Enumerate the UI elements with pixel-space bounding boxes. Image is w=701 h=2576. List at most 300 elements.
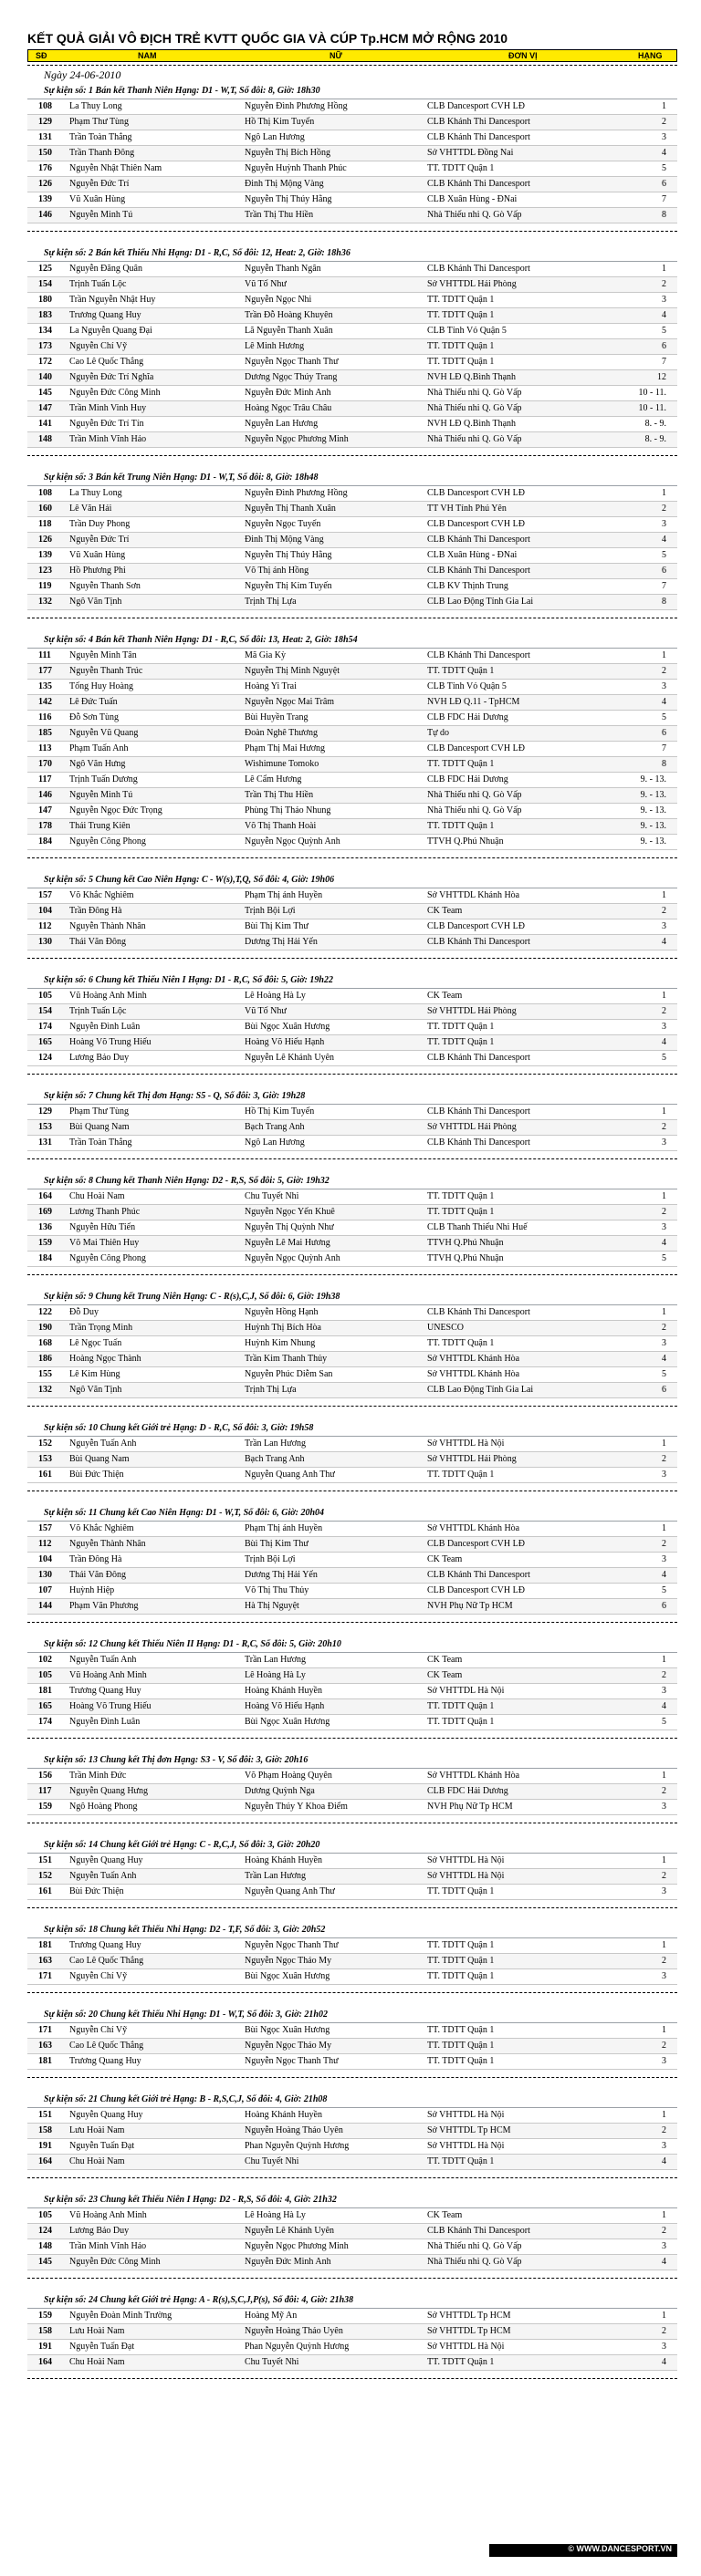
cell-rank: 6 xyxy=(662,1601,666,1611)
table-row xyxy=(27,2309,677,2324)
cell-female: Trần Lan Hương xyxy=(245,1655,307,1665)
cell-club: TT. TDTT Quận 1 xyxy=(427,1940,495,1950)
cell-club: TT. TDTT Quận 1 xyxy=(427,1022,495,1032)
cell-male: Nguyễn Đoàn Minh Trường xyxy=(69,2311,173,2321)
cell-sd: 104 xyxy=(38,1554,52,1564)
cell-female: Trần Lan Hương xyxy=(245,1871,307,1881)
cell-sd: 105 xyxy=(38,2210,52,2220)
cell-sd: 168 xyxy=(38,1338,52,1348)
cell-rank: 2 xyxy=(662,1006,666,1016)
event-section xyxy=(27,1091,677,1159)
cell-sd: 139 xyxy=(38,194,52,204)
table-row xyxy=(27,726,677,742)
cell-club: TTVH Q.Phú Nhuận xyxy=(427,836,504,847)
cell-male: Phạm Thư Tùng xyxy=(69,1106,130,1117)
cell-female: Đinh Thị Mộng Vàng xyxy=(245,535,324,545)
cell-club: Tự do xyxy=(427,728,450,738)
cell-sd: 181 xyxy=(38,1940,52,1950)
event-heading: Sự kiện số: 7 Chung kết Thị đơn Hạng: S5 - Q, Số đôi: 3, Giờ: 19h28 xyxy=(27,1091,677,1105)
cell-club: TT VH Tỉnh Phú Yên xyxy=(427,504,507,514)
cell-female: Nguyễn Đức Minh Anh xyxy=(245,2257,331,2267)
cell-sd: 102 xyxy=(38,1655,52,1665)
event-section xyxy=(27,2094,677,2178)
event-section xyxy=(27,1423,677,1491)
table-row xyxy=(27,2239,677,2255)
table-row xyxy=(27,2139,677,2155)
cell-club: Nhà Thiếu nhi Q. Gò Vấp xyxy=(427,388,522,398)
cell-rank: 1 xyxy=(662,2025,666,2035)
cell-club: Nhà Thiếu nhi Q. Gò Vấp xyxy=(427,2241,522,2251)
cell-rank: 4 xyxy=(662,535,666,545)
cell-male: Hoàng Võ Trung Hiếu xyxy=(69,1037,152,1047)
cell-club: CLB Tỉnh Vỏ Quận 5 xyxy=(427,326,507,336)
sections xyxy=(27,86,677,2395)
cell-rank: 4 xyxy=(662,1701,666,1711)
table-row xyxy=(27,664,677,680)
table-row xyxy=(27,293,677,308)
cell-male: Nguyễn Chí Vỹ xyxy=(69,2025,128,2035)
table-row xyxy=(27,773,677,788)
cell-sd: 105 xyxy=(38,1670,52,1680)
cell-female: Lê Cẩm Hương xyxy=(245,774,302,784)
table-row xyxy=(27,417,677,432)
cell-club: CLB Khánh Thi Dancesport xyxy=(427,179,530,189)
cell-sd: 148 xyxy=(38,2241,52,2251)
cell-female: Võ Phạm Hoàng Quyên xyxy=(245,1771,332,1781)
table-row xyxy=(27,432,677,448)
cell-club: TT. TDTT Quận 1 xyxy=(427,2156,495,2166)
cell-sd: 156 xyxy=(38,1771,52,1781)
cell-sd: 164 xyxy=(38,2156,52,2166)
table-row xyxy=(27,1537,677,1553)
cell-rank: 1 xyxy=(662,2110,666,2120)
cell-club: Sở VHTTDL Hà Nội xyxy=(427,2342,505,2352)
cell-female: Nguyễn Ngọc Tuyến xyxy=(245,519,321,529)
cell-sd: 105 xyxy=(38,991,52,1001)
cell-rank: 2 xyxy=(662,1956,666,1966)
cell-club: Sở VHTTDL Hà Nội xyxy=(427,1871,505,1881)
cell-sd: 140 xyxy=(38,372,52,382)
cell-rank: 4 xyxy=(662,937,666,947)
table-row xyxy=(27,1383,677,1398)
cell-club: CLB Khánh Thi Dancesport xyxy=(427,1307,530,1317)
cell-female: Nguyễn Ngọc Thảo My xyxy=(245,1956,332,1966)
cell-male: Võ Khắc Nghiêm xyxy=(69,1523,134,1533)
table-row xyxy=(27,130,677,146)
cell-male: Ngô Văn Tịnh xyxy=(69,597,122,607)
cell-sd: 161 xyxy=(38,1886,52,1896)
cell-rank: 2 xyxy=(662,504,666,514)
event-heading: Sự kiện số: 11 Chung kết Cao Niên Hạng: D1 - W,T, Số đôi: 6, Giờ: 20h04 xyxy=(27,1508,677,1522)
cell-sd: 147 xyxy=(38,805,52,815)
event-section xyxy=(27,1639,677,1739)
cell-sd: 126 xyxy=(38,535,52,545)
cell-club: CK Team xyxy=(427,1655,463,1665)
table-row xyxy=(27,1653,677,1668)
cell-sd: 124 xyxy=(38,2226,52,2236)
cell-sd: 151 xyxy=(38,1855,52,1865)
cell-female: Vũ Tố Như xyxy=(245,279,287,289)
cell-female: Nguyễn Hoàng Thảo Uyên xyxy=(245,2326,343,2336)
table-row xyxy=(27,904,677,919)
cell-club: Sở VHTTDL Hải Phòng xyxy=(427,279,517,289)
cell-male: Trịnh Tuấn Dương xyxy=(69,774,138,784)
cell-female: Huỳnh Kim Nhung xyxy=(245,1338,316,1348)
cell-female: Nguyễn Quang Anh Thư xyxy=(245,1470,335,1480)
table-row xyxy=(27,649,677,664)
cell-sd: 172 xyxy=(38,357,52,367)
cell-sd: 158 xyxy=(38,2125,52,2135)
table-row xyxy=(27,277,677,293)
cell-male: Nguyễn Quang Hưng xyxy=(69,1786,148,1796)
cell-club: NVH Phụ Nữ Tp HCM xyxy=(427,1601,513,1611)
cell-rank: 1 xyxy=(662,1771,666,1781)
cell-club: CLB Dancesport CVH LĐ xyxy=(427,519,525,529)
cell-rank: 4 xyxy=(662,1037,666,1047)
cell-rank: 3 xyxy=(662,2141,666,2151)
event-heading: Sự kiện số: 18 Chung kết Thiếu Nhi Hạng: D2 - T,F, Số đôi: 3, Giờ: 20h52 xyxy=(27,1925,677,1938)
cell-sd: 170 xyxy=(38,759,52,769)
table-row xyxy=(27,804,677,819)
cell-club: TT. TDTT Quận 1 xyxy=(427,821,495,831)
cell-female: Nguyễn Lê Khánh Uyên xyxy=(245,1053,335,1063)
cell-female: Trịnh Thị Lựa xyxy=(245,597,297,607)
cell-sd: 124 xyxy=(38,1053,52,1063)
cell-rank: 1 xyxy=(662,1191,666,1201)
cell-sd: 163 xyxy=(38,2041,52,2051)
cell-rank: 1 xyxy=(662,1855,666,1865)
cell-club: Sở VHTTDL Tp HCM xyxy=(427,2311,511,2321)
table-row xyxy=(27,1120,677,1136)
cell-female: Trần Kim Thanh Thủy xyxy=(245,1354,328,1364)
cell-rank: 8 xyxy=(662,597,666,607)
cell-sd: 154 xyxy=(38,1006,52,1016)
cell-sd: 147 xyxy=(38,403,52,413)
cell-club: CLB Dancesport CVH LĐ xyxy=(427,1539,525,1549)
table-row xyxy=(27,2023,677,2039)
cell-club: CLB FDC Hải Dương xyxy=(427,712,508,722)
cell-male: Trần Minh Vĩnh Hảo xyxy=(69,2241,147,2251)
event-heading: Sự kiện số: 14 Chung kết Giới trẻ Hạng: C - R,C,J, Số đôi: 3, Giờ: 20h20 xyxy=(27,1840,677,1854)
table-row xyxy=(27,2355,677,2371)
cell-female: Phan Nguyễn Quỳnh Hương xyxy=(245,2141,350,2151)
cell-sd: 151 xyxy=(38,2110,52,2120)
cell-rank: 3 xyxy=(662,1886,666,1896)
cell-male: Nguyễn Công Phong xyxy=(69,1253,146,1263)
cell-female: Hoàng Yi Trai xyxy=(245,681,297,691)
cell-rank: 1 xyxy=(662,1439,666,1449)
table-row xyxy=(27,533,677,548)
table-row xyxy=(27,370,677,386)
cell-female: Chu Tuyết Nhi xyxy=(245,2357,299,2367)
cell-sd: 183 xyxy=(38,310,52,320)
cell-rank: 4 xyxy=(662,1570,666,1580)
cell-club: Sở VHTTDL Khánh Hòa xyxy=(427,1523,520,1533)
event-heading: Sự kiện số: 12 Chung kết Thiếu Niên II Hạng: D1 - R,C, Số đôi: 5, Giờ: 20h10 xyxy=(27,1639,677,1653)
cell-male: Nguyễn Tuấn Anh xyxy=(69,1655,137,1665)
cell-rank: 7 xyxy=(662,743,666,753)
table-row xyxy=(27,517,677,533)
cell-male: Nguyễn Công Phong xyxy=(69,836,146,847)
cell-rank: 5 xyxy=(662,163,666,173)
cell-female: Nguyễn Thị Bích Hồng xyxy=(245,148,330,158)
cell-female: Chu Tuyết Nhi xyxy=(245,1191,299,1201)
cell-male: Lê Kim Hùng xyxy=(69,1369,120,1379)
table-row xyxy=(27,564,677,579)
cell-female: Nguyễn Thị Thúy Hằng xyxy=(245,194,332,204)
event-heading: Sự kiện số: 10 Chung kết Giới trẻ Hạng: D - R,C, Số đôi: 3, Giờ: 19h58 xyxy=(27,1423,677,1437)
divider xyxy=(27,1406,677,1407)
cell-rank: 3 xyxy=(662,1022,666,1032)
cell-sd: 129 xyxy=(38,117,52,127)
cell-female: Bạch Trang Anh xyxy=(245,1122,305,1132)
cell-rank: 8. - 9. xyxy=(644,419,666,429)
cell-club: Sở VHTTDL Hà Nội xyxy=(427,1686,505,1696)
cell-rank: 1 xyxy=(662,1523,666,1533)
cell-club: Sở VHTTDL Hà Nội xyxy=(427,2110,505,2120)
table-row xyxy=(27,2124,677,2139)
cell-male: La Thuy Long xyxy=(69,488,122,498)
event-heading: Sự kiện số: 6 Chung kết Thiếu Niên I Hạng: D1 - R,C, Số đôi: 5, Giờ: 19h22 xyxy=(27,975,677,989)
cell-male: Lương Thanh Phúc xyxy=(69,1207,141,1217)
cell-rank: 1 xyxy=(662,488,666,498)
event-heading: Sự kiện số: 13 Chung kết Thị đơn Hạng: S3 - V, Số đôi: 3, Giờ: 20h16 xyxy=(27,1755,677,1769)
cell-female: Hồ Thị Kim Tuyến xyxy=(245,1106,315,1117)
cell-female: Lê Minh Hương xyxy=(245,341,305,351)
cell-sd: 154 xyxy=(38,279,52,289)
table-row xyxy=(27,2039,677,2054)
cell-female: Phùng Thị Thảo Nhung xyxy=(245,805,331,815)
cell-female: Hoàng Khánh Huyền xyxy=(245,1686,322,1696)
table-row xyxy=(27,115,677,130)
cell-sd: 122 xyxy=(38,1307,52,1317)
cell-male: Đỗ Duy xyxy=(69,1307,99,1317)
cell-club: TT. TDTT Quận 1 xyxy=(427,310,495,320)
cell-rank: 8 xyxy=(662,210,666,220)
cell-rank: 2 xyxy=(662,2326,666,2336)
cell-male: Nguyễn Ngọc Đức Trọng xyxy=(69,805,162,815)
cell-sd: 184 xyxy=(38,836,52,847)
cell-sd: 136 xyxy=(38,1222,52,1232)
cell-sd: 141 xyxy=(38,419,52,429)
event-section xyxy=(27,1292,677,1407)
cell-sd: 173 xyxy=(38,341,52,351)
cell-sd: 171 xyxy=(38,1971,52,1981)
cell-sd: 181 xyxy=(38,2056,52,2066)
cell-female: Trịnh Thị Lựa xyxy=(245,1385,297,1395)
cell-rank: 3 xyxy=(662,2241,666,2251)
cell-sd: 171 xyxy=(38,2025,52,2035)
cell-female: Lã Nguyễn Thanh Xuân xyxy=(245,326,333,336)
cell-club: Sở VHTTDL Hải Phòng xyxy=(427,1122,517,1132)
table-row xyxy=(27,1035,677,1051)
divider xyxy=(27,1738,677,1739)
cell-male: Nguyễn Thanh Sơn xyxy=(69,581,141,591)
cell-sd: 186 xyxy=(38,1354,52,1364)
cell-rank: 6 xyxy=(662,728,666,738)
cell-club: Sở VHTTDL Hải Phòng xyxy=(427,1454,517,1464)
cell-club: Nhà Thiếu nhi Q. Gò Vấp xyxy=(427,403,522,413)
cell-rank: 7 xyxy=(662,581,666,591)
cell-male: Vũ Xuân Hùng xyxy=(69,550,126,560)
cell-female: Võ Thị ánh Hồng xyxy=(245,566,309,576)
cell-club: Sở VHTTDL Đồng Nai xyxy=(427,148,514,158)
cell-club: Sở VHTTDL Khánh Hòa xyxy=(427,1354,520,1364)
table-row xyxy=(27,262,677,277)
cell-rank: 1 xyxy=(662,101,666,111)
cell-male: Trần Nguyễn Nhật Huy xyxy=(69,295,156,305)
cell-club: CLB FDC Hải Dương xyxy=(427,774,508,784)
cell-female: Nguyễn Ngọc Phương Minh xyxy=(245,434,349,444)
cell-female: Dương Quỳnh Nga xyxy=(245,1786,315,1796)
cell-rank: 5 xyxy=(662,1585,666,1595)
event-heading: Sự kiện số: 24 Chung kết Giới trẻ Hạng: A - R(s),S,C,J,P(s), Số đôi: 4, Giờ: 21h38 xyxy=(27,2295,677,2309)
cell-female: Bùi Thị Kim Thư xyxy=(245,921,309,931)
cell-rank: 10 - 11. xyxy=(638,403,666,413)
cell-club: CLB Khánh Thi Dancesport xyxy=(427,1570,530,1580)
event-section xyxy=(27,473,677,618)
cell-male: Vũ Hoàng Anh Minh xyxy=(69,2210,147,2220)
cell-male: Cao Lê Quốc Thắng xyxy=(69,357,144,367)
cell-sd: 113 xyxy=(38,743,52,753)
cell-club: Sở VHTTDL Hà Nội xyxy=(427,2141,505,2151)
cell-club: TT. TDTT Quận 1 xyxy=(427,1338,495,1348)
cell-female: Hồ Thị Kim Tuyến xyxy=(245,117,315,127)
cell-rank: 3 xyxy=(662,1971,666,1981)
cell-rank: 8. - 9. xyxy=(644,434,666,444)
cell-rank: 9. - 13. xyxy=(640,790,666,800)
cell-club: CLB Dancesport CVH LĐ xyxy=(427,921,525,931)
cell-club: TT. TDTT Quận 1 xyxy=(427,1717,495,1727)
table-row xyxy=(27,1367,677,1383)
cell-club: TT. TDTT Quận 1 xyxy=(427,666,495,676)
cell-male: Trần Thanh Đông xyxy=(69,148,135,158)
cell-female: Hoàng Mỹ An xyxy=(245,2311,298,2321)
cell-female: Nguyễn Ngọc Thanh Thư xyxy=(245,2056,339,2066)
cell-sd: 165 xyxy=(38,1037,52,1047)
cell-sd: 174 xyxy=(38,1717,52,1727)
cell-rank: 5 xyxy=(662,326,666,336)
table-row xyxy=(27,146,677,161)
cell-sd: 155 xyxy=(38,1369,52,1379)
table-row xyxy=(27,1769,677,1784)
cell-sd: 184 xyxy=(38,1253,52,1263)
event-heading: Sự kiện số: 2 Bán kết Thiếu Nhi Hạng: D1 - R,C, Số đôi: 12, Heat: 2, Giờ: 18h36 xyxy=(27,248,677,262)
table-row xyxy=(27,1699,677,1715)
event-section xyxy=(27,1925,677,1993)
cell-rank: 4 xyxy=(662,310,666,320)
cell-club: CLB Dancesport CVH LĐ xyxy=(427,743,525,753)
cell-female: Nguyễn Thị Minh Nguyệt xyxy=(245,666,340,676)
cell-rank: 3 xyxy=(662,1222,666,1232)
cell-rank: 2 xyxy=(662,2226,666,2236)
table-row xyxy=(27,1784,677,1800)
cell-sd: 125 xyxy=(38,264,52,274)
cell-sd: 131 xyxy=(38,132,52,142)
cell-rank: 9. - 13. xyxy=(640,805,666,815)
cell-club: CLB Dancesport CVH LĐ xyxy=(427,101,525,111)
cell-female: Mã Gia Kỳ xyxy=(245,650,286,660)
cell-female: Trịnh Bội Lợi xyxy=(245,906,296,916)
cell-club: Sở VHTTDL Hải Phòng xyxy=(427,1006,517,1016)
cell-male: Trần Toàn Thắng xyxy=(69,132,132,142)
table-row xyxy=(27,711,677,726)
cell-female: Nguyễn Lan Hương xyxy=(245,419,319,429)
cell-sd: 126 xyxy=(38,179,52,189)
divider xyxy=(27,231,677,232)
cell-male: Hoàng Võ Trung Hiếu xyxy=(69,1701,152,1711)
cell-club: CLB Khánh Thi Dancesport xyxy=(427,117,530,127)
table-row xyxy=(27,1205,677,1220)
cell-female: Nguyễn Đức Minh Anh xyxy=(245,388,331,398)
cell-female: Nguyễn Ngọc Thanh Thư xyxy=(245,1940,339,1950)
cell-male: Chu Hoài Nam xyxy=(69,1191,125,1201)
table-row xyxy=(27,308,677,324)
cell-male: Lương Bảo Duy xyxy=(69,1053,130,1063)
cell-club: TT. TDTT Quận 1 xyxy=(427,759,495,769)
header-nu: NỮ xyxy=(330,51,342,60)
cell-male: Bùi Quang Nam xyxy=(69,1454,130,1464)
cell-club: TT. TDTT Quận 1 xyxy=(427,2056,495,2066)
cell-female: Phạm Thị Mai Hương xyxy=(245,743,326,753)
cell-sd: 118 xyxy=(38,519,52,529)
cell-female: Vũ Tố Như xyxy=(245,1006,287,1016)
table-row xyxy=(27,1352,677,1367)
table-row xyxy=(27,192,677,208)
cell-rank: 5 xyxy=(662,1253,666,1263)
cell-rank: 2 xyxy=(662,1323,666,1333)
cell-female: Lê Hoàng Hà Ly xyxy=(245,991,306,1001)
table-row xyxy=(27,1305,677,1321)
cell-sd: 190 xyxy=(38,1323,52,1333)
cell-male: Nguyễn Tuấn Đạt xyxy=(69,2342,135,2352)
cell-rank: 6 xyxy=(662,566,666,576)
cell-club: CK Team xyxy=(427,1554,463,1564)
cell-female: Wishimune Tomoko xyxy=(245,759,319,769)
cell-club: TTVH Q.Phú Nhuận xyxy=(427,1253,504,1263)
cell-rank: 4 xyxy=(662,148,666,158)
cell-club: CLB Khánh Thi Dancesport xyxy=(427,566,530,576)
cell-female: Nguyễn Lê Mai Hương xyxy=(245,1238,330,1248)
cell-male: Chu Hoài Nam xyxy=(69,2357,125,2367)
cell-rank: 2 xyxy=(662,1454,666,1464)
cell-sd: 112 xyxy=(38,921,52,931)
cell-club: TT. TDTT Quận 1 xyxy=(427,357,495,367)
cell-female: Nguyễn Lê Khánh Uyên xyxy=(245,2226,335,2236)
divider xyxy=(27,857,677,858)
table-row xyxy=(27,819,677,835)
cell-male: Trương Quang Huy xyxy=(69,1940,141,1950)
table-row xyxy=(27,595,677,610)
cell-male: Trần Toàn Thắng xyxy=(69,1137,132,1148)
cell-sd: 157 xyxy=(38,1523,52,1533)
cell-sd: 119 xyxy=(38,581,52,591)
divider xyxy=(27,1992,677,1993)
cell-club: Nhà Thiếu nhi Q. Gò Vấp xyxy=(427,434,522,444)
cell-sd: 176 xyxy=(38,163,52,173)
cell-club: TT. TDTT Quận 1 xyxy=(427,163,495,173)
cell-club: NVH LĐ Q.11 - TpHCM xyxy=(427,697,520,707)
cell-male: Nguyễn Đức Trí xyxy=(69,179,130,189)
cell-male: Đỗ Sơn Tùng xyxy=(69,712,119,722)
table-row xyxy=(27,2324,677,2340)
table-row xyxy=(27,1684,677,1699)
date-line: Ngày 24-06-2010 xyxy=(44,68,121,81)
cell-sd: 144 xyxy=(38,1601,52,1611)
cell-female: Bùi Thị Kim Thư xyxy=(245,1539,309,1549)
cell-club: TT. TDTT Quận 1 xyxy=(427,2357,495,2367)
cell-sd: 104 xyxy=(38,906,52,916)
